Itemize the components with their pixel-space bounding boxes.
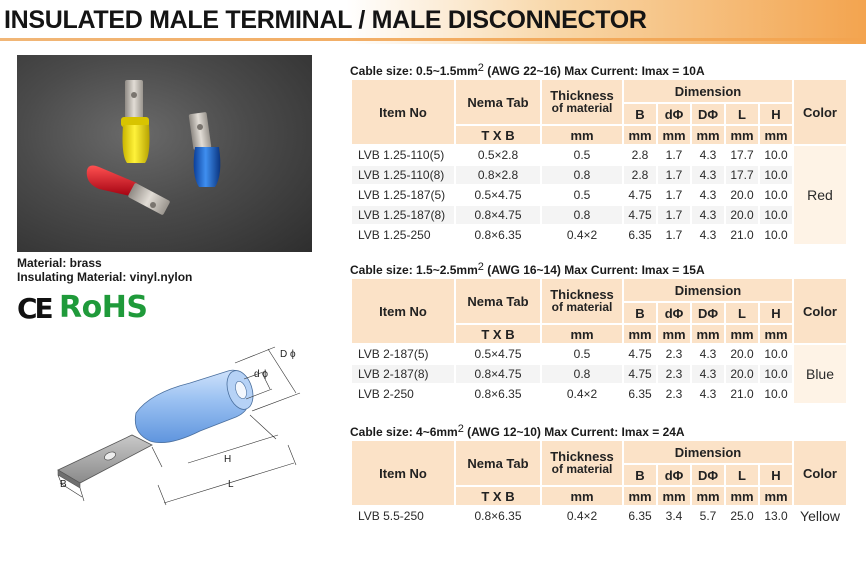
cell-b: 4.75 [624,206,656,224]
label-b: B [60,479,67,490]
table-row [352,385,846,403]
cell-thickness: 0.5 [542,345,622,363]
header-color: Color [794,80,846,144]
cell-l: 21.0 [726,226,758,244]
cell-l: 20.0 [726,206,758,224]
header-item-no: Item No [352,441,454,505]
header-dim-b: B [624,303,656,323]
header-nema-unit: T X B [456,126,540,144]
header-item-no: Item No [352,279,454,343]
insulating-material-text: Insulating Material: vinyl.nylon [17,270,193,284]
cell-d: 1.7 [658,226,690,244]
cell-nema: 0.5×2.8 [456,146,540,164]
header-unit: mm [726,487,758,505]
header-dim-h: H [760,303,792,323]
spec-table [350,78,848,246]
cell-D: 4.3 [692,146,724,164]
header-dim-l: L [726,465,758,485]
header-nema-unit: T X B [456,325,540,343]
spec-table [350,439,848,527]
header-unit: mm [726,126,758,144]
material-info [17,256,192,284]
spec-section-2 [350,261,860,405]
cell-h: 10.0 [760,166,792,184]
section-caption: Cable size: $0.5\sim 1.5mm^2$ (AWG 22~16) Max Current: Imax = 10A [350,62,705,78]
header-dimension: Dimension [624,279,792,301]
cell-thickness: 0.4×2 [542,507,622,525]
label-big-d: D ϕ [280,349,296,360]
cell-l: 17.7 [726,146,758,164]
cell-item: LVB 2-250 [352,385,454,403]
header-unit: mm [624,487,656,505]
cell-d: 2.3 [658,365,690,383]
cell-item: LVB 5.5-250 [352,507,454,525]
cell-nema: 0.8×6.35 [456,226,540,244]
cell-l: 21.0 [726,385,758,403]
header-unit: mm [692,325,724,343]
cell-thickness: 0.4×2 [542,226,622,244]
header-unit: mm [658,487,690,505]
table-row [352,186,846,204]
cell-l: 20.0 [726,365,758,383]
dimension-drawing [40,335,320,520]
cell-nema: 0.8×4.75 [456,206,540,224]
cell-h: 10.0 [760,345,792,363]
cell-h: 13.0 [760,507,792,525]
cell-D: 4.3 [692,345,724,363]
label-small-d: d ϕ [254,369,268,380]
cell-l: 17.7 [726,166,758,184]
spec-section-1 [350,62,860,246]
header-unit: mm [624,325,656,343]
table-row [352,365,846,383]
cell-d: 3.4 [658,507,690,525]
cell-thickness: 0.8 [542,365,622,383]
cell-d: 2.3 [658,385,690,403]
cell-nema: 0.8×6.35 [456,385,540,403]
header-dimension: Dimension [624,441,792,463]
header-dimension: Dimension [624,80,792,102]
rohs-logo: RoHS [59,290,148,325]
cell-b: 6.35 [624,226,656,244]
header-nema-tab: Nema Tab [456,441,540,485]
header-thickness-unit: mm [542,126,622,144]
header-unit: mm [760,487,792,505]
header-dim-d: dΦ [658,465,690,485]
spec-table [350,277,848,405]
header-dim-b: B [624,465,656,485]
header-unit: mm [692,126,724,144]
product-photo-art [17,55,312,252]
cell-item: LVB 2-187(8) [352,365,454,383]
table-row [352,206,846,224]
label-h: H [224,454,232,465]
cell-D: 4.3 [692,166,724,184]
section-caption: Cable size: $4\sim 6mm^2$ (AWG 12~10) Max Current: Imax = 24A [350,423,685,439]
cell-b: 4.75 [624,365,656,383]
header-unit: mm [726,325,758,343]
cell-h: 10.0 [760,206,792,224]
cell-item: LVB 2-187(5) [352,345,454,363]
cell-item: LVB 1.25-187(5) [352,186,454,204]
header-nema-unit: T X B [456,487,540,505]
header-unit: mm [624,126,656,144]
cell-color: Blue [794,345,846,403]
header-dim-D: DΦ [692,465,724,485]
cell-h: 10.0 [760,146,792,164]
header-color: Color [794,279,846,343]
header-nema-tab: Nema Tab [456,279,540,323]
cell-l: 20.0 [726,345,758,363]
header-dim-d: dΦ [658,303,690,323]
header-dim-d: dΦ [658,104,690,124]
cell-thickness: 0.5 [542,186,622,204]
cell-item: LVB 1.25-110(8) [352,166,454,184]
terminal-diagram [40,335,320,520]
table-row [352,507,846,525]
label-l: L [228,479,234,490]
cell-l: 20.0 [726,186,758,204]
header-unit: mm [760,325,792,343]
header-item-no: Item No [352,80,454,144]
cell-D: 4.3 [692,186,724,204]
header-dim-l: L [726,303,758,323]
cell-b: 4.75 [624,186,656,204]
header-unit: mm [658,126,690,144]
cell-color: Yellow [794,507,846,525]
cell-thickness: 0.8 [542,206,622,224]
spec-section-3 [350,423,860,527]
header-thickness: Thickness of material [542,279,622,323]
header-unit: mm [760,126,792,144]
ce-mark: CE [17,292,51,325]
cell-thickness: 0.4×2 [542,385,622,403]
cell-h: 10.0 [760,385,792,403]
cell-nema: 0.5×4.75 [456,345,540,363]
cell-D: 4.3 [692,385,724,403]
cell-color: Red [794,146,846,244]
cell-item: LVB 1.25-250 [352,226,454,244]
cell-h: 10.0 [760,226,792,244]
header-dim-h: H [760,465,792,485]
cell-D: 4.3 [692,365,724,383]
cell-b: 6.35 [624,507,656,525]
cell-b: 6.35 [624,385,656,403]
cell-d: 1.7 [658,166,690,184]
cell-nema: 0.8×6.35 [456,507,540,525]
table-row [352,226,846,244]
header-color: Color [794,441,846,505]
header-thickness-unit: mm [542,487,622,505]
cell-b: 2.8 [624,166,656,184]
cell-h: 10.0 [760,365,792,383]
cell-nema: 0.8×2.8 [456,166,540,184]
section-caption: Cable size: $1.5\sim 2.5mm^2$ (AWG 16~14) Max Current: Imax = 15A [350,261,705,277]
header-thickness: Thickness of material [542,80,622,124]
cell-d: 2.3 [658,345,690,363]
cell-nema: 0.5×4.75 [456,186,540,204]
cell-D: 4.3 [692,206,724,224]
cell-thickness: 0.8 [542,166,622,184]
header-dim-b: B [624,104,656,124]
header-unit: mm [692,487,724,505]
cell-d: 1.7 [658,146,690,164]
header-thickness: Thickness of material [542,441,622,485]
cell-d: 1.7 [658,206,690,224]
title-underline [0,38,866,41]
header-dim-l: L [726,104,758,124]
product-photo [17,55,312,252]
title-bar [0,0,866,44]
table-row [352,166,846,184]
header-dim-D: DΦ [692,104,724,124]
cell-b: 2.8 [624,146,656,164]
header-thickness-unit: mm [542,325,622,343]
cell-thickness: 0.5 [542,146,622,164]
cell-D: 5.7 [692,507,724,525]
header-unit: mm [658,325,690,343]
header-nema-tab: Nema Tab [456,80,540,124]
material-text: Material: brass [17,256,102,270]
table-row [352,146,846,164]
cell-D: 4.3 [692,226,724,244]
cell-nema: 0.8×4.75 [456,365,540,383]
header-dim-D: DΦ [692,303,724,323]
cell-b: 4.75 [624,345,656,363]
table-row [352,345,846,363]
cell-item: LVB 1.25-187(8) [352,206,454,224]
page-title: INSULATED MALE TERMINAL / MALE DISCONNECTOR [4,6,647,34]
cell-d: 1.7 [658,186,690,204]
cell-h: 10.0 [760,186,792,204]
cell-l: 25.0 [726,507,758,525]
header-dim-h: H [760,104,792,124]
cell-item: LVB 1.25-110(5) [352,146,454,164]
